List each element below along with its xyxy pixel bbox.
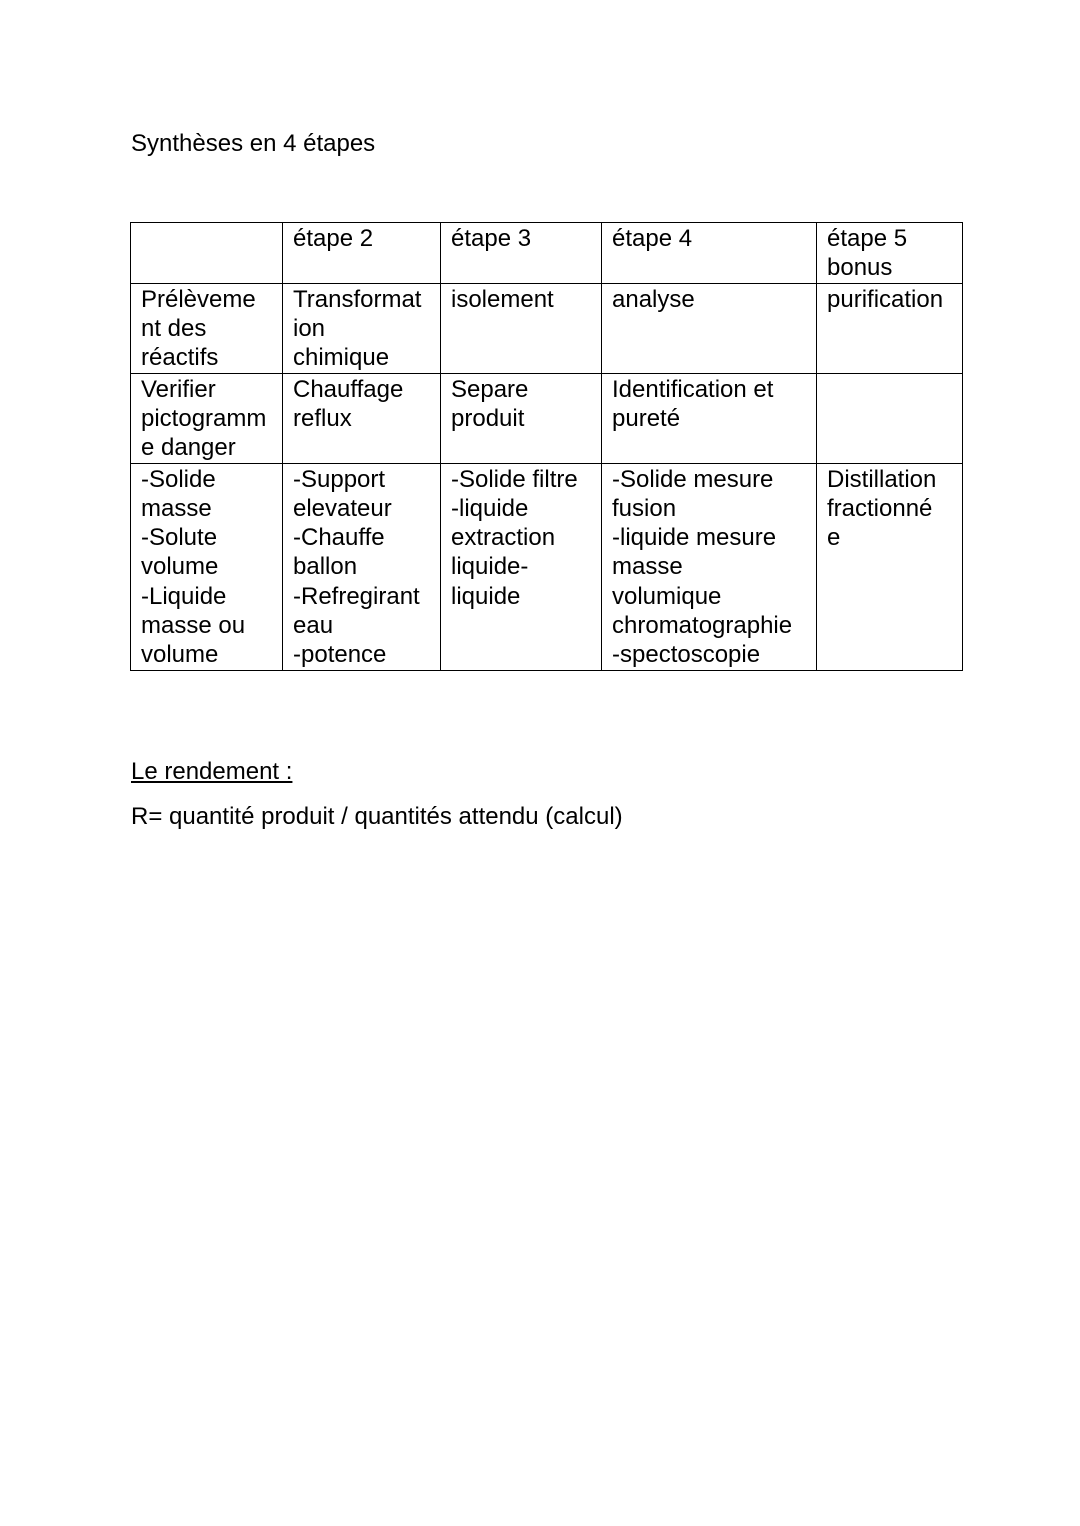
table-cell: Prélèveme nt des réactifs (131, 283, 283, 373)
table-cell (817, 373, 963, 463)
table-cell: Identification et pureté (602, 373, 817, 463)
table-cell: Chauffage reflux (283, 373, 441, 463)
table-cell: étape 5 bonus (817, 223, 963, 284)
table-cell: -Solide mesure fusion -liquide mesure masse volumique chromatographie -spectoscopie (602, 463, 817, 670)
table-cell: analyse (602, 283, 817, 373)
table-row (131, 223, 963, 284)
table-cell: purification (817, 283, 963, 373)
rendement-heading: Le rendement : (131, 758, 293, 785)
table-row (131, 283, 963, 373)
table-cell: -Solide masse -Solute volume -Liquide masse ou volume (131, 463, 283, 670)
table-cell (131, 223, 283, 284)
page-title: Synthèses en 4 étapes (131, 130, 376, 157)
table-cell: Distillation fractionné e (817, 463, 963, 670)
table-cell: -Support elevateur -Chauffe ballon -Refregirant eau -potence (283, 463, 441, 670)
table-cell: isolement (441, 283, 602, 373)
rendement-formula: R= quantité produit / quantités attendu (calcul) (131, 803, 623, 830)
table-cell: Verifier pictogramm e danger (131, 373, 283, 463)
table-cell: étape 3 (441, 223, 602, 284)
table-cell: Separe produit (441, 373, 602, 463)
table-cell: étape 2 (283, 223, 441, 284)
table-row (131, 373, 963, 463)
table-cell: Transformat ion chimique (283, 283, 441, 373)
table-cell: étape 4 (602, 223, 817, 284)
table-cell: -Solide filtre -liquide extraction liquide- liquide (441, 463, 602, 670)
table-row (131, 463, 963, 670)
synthesis-steps-table (130, 222, 963, 671)
